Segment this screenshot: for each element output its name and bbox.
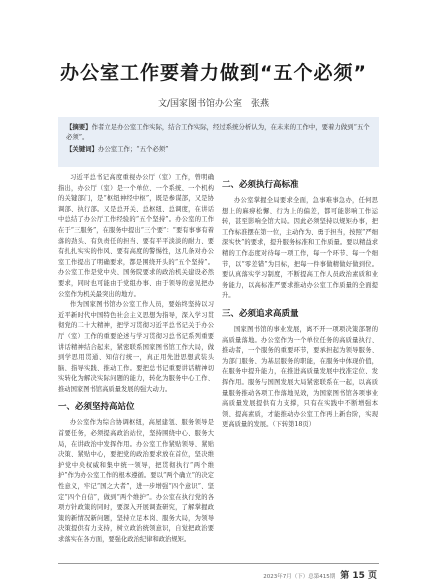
- footer-divider: [58, 563, 379, 564]
- abstract-label: 【摘要】: [66, 123, 92, 131]
- section-3-text: 国家图书馆的事业发展，离不开一项项决策部署的高质量落地。办公室作为一个单位任务的高质量执行、推动者，一个服务的重要环节，要承担起为领导服务、为部门服务、为基层服务的职能，在服务中体现价值，在服务中提升能力，在推进高质量发展中找准定位、发挥作用。服务与国图发展大局紧密联系在一起，以高质量服务推动各项工作落地见效，为国家图书馆各项事业高质量发展提供有力支撑，只有在实践中不断增强本领、提高素质，才能推动办公室工作再上新台阶，实现更高质量的发展。: [222, 325, 378, 429]
- section-heading-3: 三、必须追求高质量: [222, 308, 299, 319]
- abstract-text: 作者立足办公室工作实际，结合工作实际，经过系统分析认为，在未来的工作中，要着力做到“五个必须”。: [66, 123, 370, 141]
- article-title: 办公室工作要着力做到“五个必须”: [60, 62, 367, 84]
- left-column: [58, 173, 214, 546]
- intro-paragraph-2: 作为国家图书馆办公室工作人员，要始终坚持以习近平新时代中国特色社会主义思想为指导，深入学习贯彻党的二十大精神，把学习贯彻习近平总书记关于办公厅（室）工作的重要论述与学习贯彻习总书记系列重要讲话精神结合起来，紧密联系国家图书馆工作大局，做到学思用贯通、知信行统一，真正用先进思想武装头脑、指导实践、推动工作。要把总书记重要讲话精神切实转化为解决实际问题的能力，转化为服务中心工作、推动国家图书馆高质量发展的强大动力。: [58, 301, 214, 393]
- keywords-paragraph: [66, 144, 371, 154]
- section-2-paragraph: 办公室掌握全局要求全面，急事难事急办，任何思想上的麻痹松懈、行为上的偏差，都可能影响工作运转，甚至影响全馆大局。因此必须坚持以规矩办事，把工作标准摆在第一位，主动作为、勇于担当，按照“严细深实快”的要求，提升服务标准和工作质量。要以精益求精的工作态度对待每一项工作，每一个环节、每一个细节，以“零差错”为目标，把每一件事做精做好做到位。要认真落实学习制度，不断提高工作人员政治素质和业务能力，以高标准严要求推动办公室工作质量的全面提升。: [222, 197, 378, 300]
- section-heading-2: 二、必须执行高标准: [222, 180, 299, 190]
- abstract-box: [58, 117, 379, 167]
- right-column: [222, 173, 378, 431]
- keywords-label: 【关键词】: [66, 145, 98, 153]
- section-3-paragraph: [222, 325, 378, 431]
- section-heading-1: 一、必须坚持高站位: [58, 402, 135, 413]
- issue-info: 2023年7月（下）总第415期: [263, 574, 336, 580]
- section-1-paragraph: 办公室作为综合协调枢纽，高屋建瓴、服务领导是首要任务，必须提高政治站位，坚持围绕中心、服务大局，在讲政治中发挥作用。办公室工作紧贴领导、紧贴决策、紧贴中心，要把党的政治要求放在首位，坚决维护党中央权威和集中统一领导，把贯彻执行“两个维护”作为办公室工作的根本遵循。要以“两个确立”的决定性意义，牢记“国之大者”，进一步增强“四个意识”、坚定“四个自信”，做到“两个维护”。办公室在执行党的各项方针政策的同时，要深入开展调查研究，了解掌握政策的新情况新问题，坚持立足本岗、服务大局，为领导决策提供有力支持，树立政治统领意识，自觉把政治要求落实在各方面，要强化政治纪律和政治规矩。: [58, 419, 214, 543]
- keywords-text: 办公室工作；“五个必须”: [97, 145, 169, 153]
- continued-note: （下转第18页）: [272, 421, 316, 429]
- intro-paragraph-1: 习近平总书记高度重视办公厅（室）工作，曾明确指出，办公厅（室）是一个单位、一个系统、一个机构的关键部门，是“枢纽神经中枢”，既是参谋部，又是协调部、执行部。又是总开关、总枢纽、总调度，在讲话中总结了办公厅工作经验的“五个坚持”。办公室的工作在于“三服务”，在服务中提出“三个要”：“要有事事有着落的劲头、有负责任的担当、要有平平淡淡的耐力、要有扎扎实实的作风、要有高度的警惕性，这几条对办公室工作提出了明确要求，都是围绕开头的“五个坚持”。办公室工作是党中央、国务院要求的政治机关建设必然要求，同时也可能由于党组办事、由于领导的意见把办公室作为机关最突出的地方。: [58, 174, 214, 298]
- page-number: 第 15 页: [340, 571, 377, 581]
- abstract-paragraph: [66, 122, 371, 142]
- article-byline: 文/国家图书馆办公室 张燕: [157, 99, 270, 109]
- page-footer: [263, 568, 377, 581]
